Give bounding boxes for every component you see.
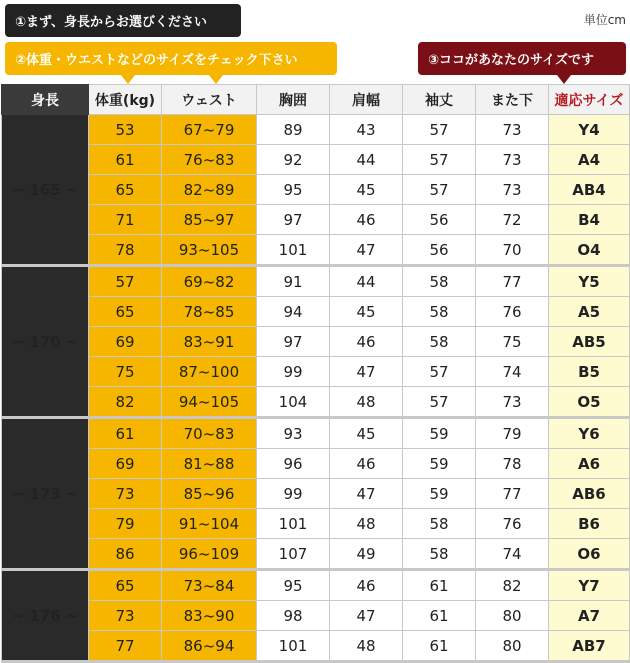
inseam-cell: 72: [476, 205, 549, 235]
step2-banner: [5, 42, 337, 75]
header-height: 身長: [2, 85, 89, 115]
table-row: [2, 479, 630, 509]
table-row: [2, 266, 630, 297]
sleeve-cell: 59: [403, 449, 476, 479]
weight-cell: 75: [89, 357, 162, 387]
weight-cell: 69: [89, 327, 162, 357]
waist-cell: 67~79: [162, 115, 257, 145]
weight-cell: 73: [89, 479, 162, 509]
sleeve-cell: 56: [403, 205, 476, 235]
inseam-cell: 82: [476, 570, 549, 601]
chest-cell: 95: [257, 570, 330, 601]
weight-cell: 65: [89, 570, 162, 601]
shoulder-cell: 44: [330, 266, 403, 297]
shoulder-cell: 45: [330, 297, 403, 327]
fit-size-cell: AB7: [549, 631, 630, 662]
sleeve-cell: 57: [403, 175, 476, 205]
shoulder-cell: 44: [330, 145, 403, 175]
shoulder-cell: 47: [330, 357, 403, 387]
fit-size-cell: O4: [549, 235, 630, 266]
chest-cell: 97: [257, 327, 330, 357]
chest-cell: 98: [257, 601, 330, 631]
step3-banner: [418, 42, 626, 75]
table-row: [2, 205, 630, 235]
waist-cell: 85~96: [162, 479, 257, 509]
chest-cell: 99: [257, 479, 330, 509]
weight-cell: 86: [89, 539, 162, 570]
shoulder-cell: 45: [330, 175, 403, 205]
weight-cell: 53: [89, 115, 162, 145]
step3-text: ③ココがあなたのサイズです: [428, 53, 594, 68]
inseam-cell: 73: [476, 387, 549, 418]
shoulder-cell: 47: [330, 479, 403, 509]
arrow-down-icon: [557, 75, 571, 84]
chest-cell: 104: [257, 387, 330, 418]
waist-cell: 94~105: [162, 387, 257, 418]
table-row: [2, 631, 630, 662]
fit-size-cell: Y4: [549, 115, 630, 145]
shoulder-cell: 48: [330, 387, 403, 418]
sleeve-cell: 57: [403, 115, 476, 145]
table-row: [2, 297, 630, 327]
fit-size-cell: B5: [549, 357, 630, 387]
table-row: [2, 145, 630, 175]
shoulder-cell: 46: [330, 570, 403, 601]
arrow-down-icon: [209, 75, 223, 84]
fit-size-cell: B6: [549, 509, 630, 539]
sleeve-cell: 58: [403, 539, 476, 570]
table-body: [2, 115, 630, 662]
table-row: [2, 449, 630, 479]
inseam-cell: 76: [476, 297, 549, 327]
chest-cell: 99: [257, 357, 330, 387]
table-row: [2, 357, 630, 387]
inseam-cell: 78: [476, 449, 549, 479]
waist-cell: 69~82: [162, 266, 257, 297]
header-fit-size: 適応サイズ: [549, 85, 630, 115]
shoulder-cell: 47: [330, 235, 403, 266]
sleeve-cell: 61: [403, 601, 476, 631]
chest-cell: 94: [257, 297, 330, 327]
header-shoulder: 肩幅: [330, 85, 403, 115]
fit-size-cell: O6: [549, 539, 630, 570]
table-row: [2, 175, 630, 205]
fit-size-cell: B4: [549, 205, 630, 235]
weight-cell: 73: [89, 601, 162, 631]
fit-size-cell: A4: [549, 145, 630, 175]
table-row: [2, 570, 630, 601]
weight-cell: 78: [89, 235, 162, 266]
inseam-cell: 77: [476, 266, 549, 297]
waist-cell: 96~109: [162, 539, 257, 570]
sleeve-cell: 59: [403, 479, 476, 509]
height-cell: ~ 173 ~: [2, 418, 89, 570]
shoulder-cell: 46: [330, 205, 403, 235]
height-cell: ~ 170 ~: [2, 266, 89, 418]
weight-cell: 65: [89, 297, 162, 327]
header-inseam: また下: [476, 85, 549, 115]
waist-cell: 93~105: [162, 235, 257, 266]
fit-size-cell: Y5: [549, 266, 630, 297]
shoulder-cell: 46: [330, 327, 403, 357]
chest-cell: 89: [257, 115, 330, 145]
fit-size-cell: Y6: [549, 418, 630, 449]
height-cell: ~ 176 ~: [2, 570, 89, 662]
waist-cell: 86~94: [162, 631, 257, 662]
sleeve-cell: 61: [403, 631, 476, 662]
waist-cell: 73~84: [162, 570, 257, 601]
waist-cell: 91~104: [162, 509, 257, 539]
table-row: [2, 509, 630, 539]
shoulder-cell: 43: [330, 115, 403, 145]
shoulder-cell: 47: [330, 601, 403, 631]
weight-cell: 71: [89, 205, 162, 235]
weight-cell: 69: [89, 449, 162, 479]
sleeve-cell: 57: [403, 357, 476, 387]
chest-cell: 97: [257, 205, 330, 235]
weight-cell: 65: [89, 175, 162, 205]
table-row: [2, 327, 630, 357]
header-sleeve: 袖丈: [403, 85, 476, 115]
sleeve-cell: 58: [403, 327, 476, 357]
waist-cell: 70~83: [162, 418, 257, 449]
table-row: [2, 601, 630, 631]
header-row: [2, 85, 630, 115]
sleeve-cell: 59: [403, 418, 476, 449]
unit-label: 単位cm: [583, 13, 626, 27]
sleeve-cell: 57: [403, 387, 476, 418]
sleeve-cell: 57: [403, 145, 476, 175]
inseam-cell: 80: [476, 601, 549, 631]
table-row: [2, 235, 630, 266]
size-chart-table: [1, 84, 630, 663]
shoulder-cell: 46: [330, 449, 403, 479]
inseam-cell: 70: [476, 235, 549, 266]
chest-cell: 101: [257, 631, 330, 662]
inseam-cell: 73: [476, 175, 549, 205]
table-row: [2, 115, 630, 145]
inseam-cell: 76: [476, 509, 549, 539]
chest-cell: 101: [257, 509, 330, 539]
weight-cell: 61: [89, 145, 162, 175]
inseam-cell: 77: [476, 479, 549, 509]
inseam-cell: 80: [476, 631, 549, 662]
waist-cell: 76~83: [162, 145, 257, 175]
inseam-cell: 75: [476, 327, 549, 357]
header-chest: 胸囲: [257, 85, 330, 115]
chest-cell: 96: [257, 449, 330, 479]
weight-cell: 77: [89, 631, 162, 662]
fit-size-cell: A6: [549, 449, 630, 479]
fit-size-cell: O5: [549, 387, 630, 418]
waist-cell: 83~90: [162, 601, 257, 631]
weight-cell: 82: [89, 387, 162, 418]
table-row: [2, 539, 630, 570]
table-row: [2, 418, 630, 449]
waist-cell: 78~85: [162, 297, 257, 327]
fit-size-cell: AB6: [549, 479, 630, 509]
shoulder-cell: 48: [330, 631, 403, 662]
sleeve-cell: 61: [403, 570, 476, 601]
weight-cell: 61: [89, 418, 162, 449]
inseam-cell: 73: [476, 145, 549, 175]
height-cell: ~ 165 ~: [2, 115, 89, 266]
inseam-cell: 79: [476, 418, 549, 449]
chest-cell: 92: [257, 145, 330, 175]
header-waist: ウェスト: [162, 85, 257, 115]
inseam-cell: 73: [476, 115, 549, 145]
fit-size-cell: A7: [549, 601, 630, 631]
inseam-cell: 74: [476, 539, 549, 570]
waist-cell: 87~100: [162, 357, 257, 387]
arrow-down-icon: [121, 75, 135, 84]
shoulder-cell: 49: [330, 539, 403, 570]
sleeve-cell: 58: [403, 509, 476, 539]
sleeve-cell: 58: [403, 297, 476, 327]
inseam-cell: 74: [476, 357, 549, 387]
waist-cell: 82~89: [162, 175, 257, 205]
waist-cell: 85~97: [162, 205, 257, 235]
fit-size-cell: Y7: [549, 570, 630, 601]
chest-cell: 95: [257, 175, 330, 205]
fit-size-cell: A5: [549, 297, 630, 327]
shoulder-cell: 48: [330, 509, 403, 539]
step2-text: ②体重・ウエストなどのサイズをチェック下さい: [15, 53, 298, 68]
fit-size-cell: AB4: [549, 175, 630, 205]
fit-size-cell: AB5: [549, 327, 630, 357]
shoulder-cell: 45: [330, 418, 403, 449]
weight-cell: 79: [89, 509, 162, 539]
waist-cell: 81~88: [162, 449, 257, 479]
header-weight: 体重(kg): [89, 85, 162, 115]
chest-cell: 93: [257, 418, 330, 449]
chest-cell: 91: [257, 266, 330, 297]
weight-cell: 57: [89, 266, 162, 297]
chest-cell: 101: [257, 235, 330, 266]
step1-banner: [5, 4, 241, 37]
waist-cell: 83~91: [162, 327, 257, 357]
chest-cell: 107: [257, 539, 330, 570]
sleeve-cell: 58: [403, 266, 476, 297]
table-row: [2, 387, 630, 418]
sleeve-cell: 56: [403, 235, 476, 266]
step1-text: ①まず、身長からお選びください: [15, 15, 207, 30]
